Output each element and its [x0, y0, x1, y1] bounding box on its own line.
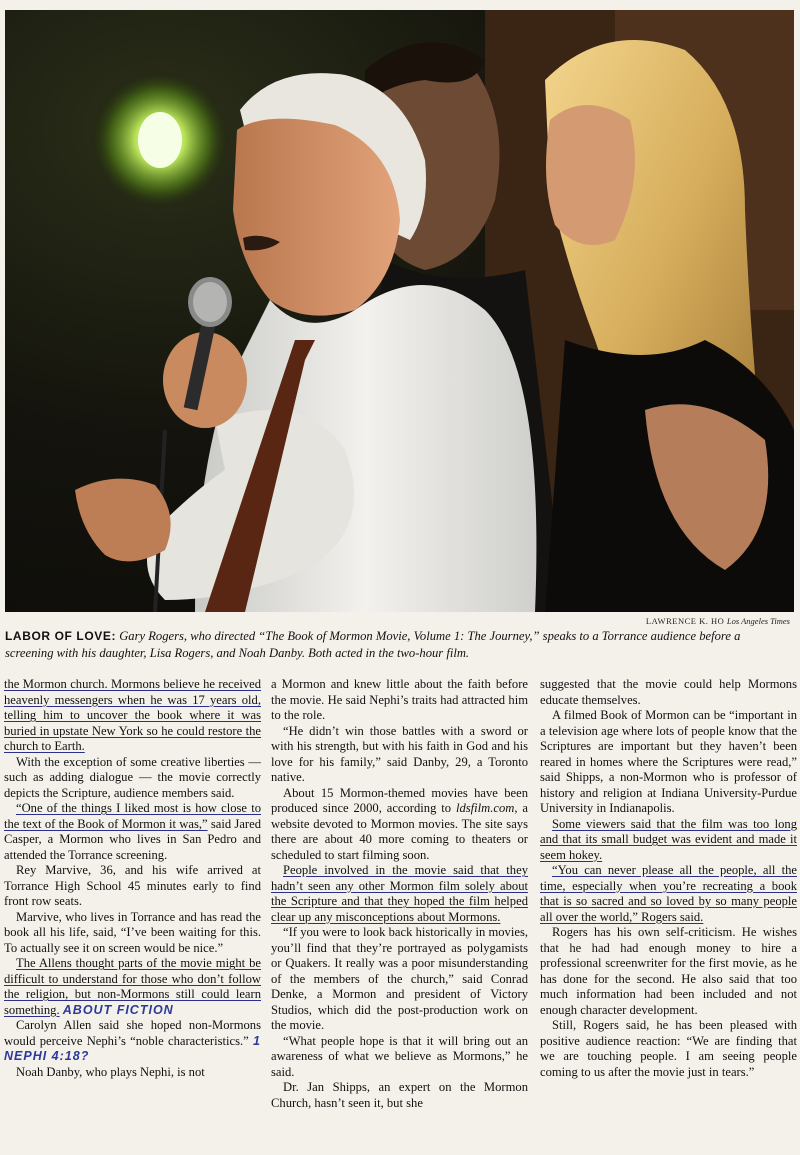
website-link: ldsfilm.com: [455, 801, 515, 815]
photo-agency: Los Angeles Times: [726, 616, 790, 626]
paragraph-text: About 15 Mormon-themed movies have been produced since 2000, according to: [271, 785, 528, 815]
article-column-3: [540, 677, 797, 1080]
paragraph: Dr. Jan Shipps, an expert on the Mormon Church, hasn’t seen it, but she: [271, 1080, 528, 1110]
paragraph: Marvive, who lives in Torrance and has read the book all his life, said, “I’ve been waiting for this. To actually see it on screen would be nice.”: [4, 909, 261, 955]
paragraph: Rogers has his own self-criticism. He wishes that he had had enough money to hire a professional screenwriter for the first movie, as he has done for the second. He also said that too much information had been included and not enough character development.: [540, 925, 797, 1017]
paragraph-text: , a website devoted to Mormon movies. The site says there are about 40 more coming to theaters or scheduled to start filming soon.: [271, 801, 528, 862]
paragraph: suggested that the movie could help Mormons educate themselves.: [540, 677, 797, 707]
underlined-text: “You can never please all the people, all the time, especially when you’re recreating a book that is so sacred and so loved by so many people all over the world,” Rogers said.: [540, 863, 797, 924]
paragraph: [4, 1018, 261, 1065]
underlined-text: The Allens thought parts of the movie might be difficult to understand for those who don’t follow the religion, but non-Mormons still could learn something.: [4, 956, 261, 1017]
paragraph: Noah Danby, who plays Nephi, is not: [16, 1064, 205, 1079]
photo-caption: [5, 628, 790, 662]
news-photo: [5, 10, 794, 612]
paragraph: [271, 863, 528, 925]
paragraph: [540, 863, 797, 925]
paragraph: Still, Rogers said, he has been pleased with positive audience reaction: “We are finding that we are touching people. I am seeing people coming to us after the movie just in tears.”: [540, 1018, 797, 1079]
paragraph: “He didn’t win those battles with a sword or with his strength, but with his faith in God and his love for his family,” said Danby, 29, a Toronto native.: [271, 723, 528, 784]
underlined-text: the Mormon church. Mormons believe he received heavenly messengers when he was 17 years old, telling him to uncover the book where it was buried in upstate New York so he could restore the church to Earth.: [4, 677, 261, 753]
caption-text: Gary Rogers, who directed “The Book of Mormon Movie, Volume 1: The Journey,” speaks to a Torrance audience before a screening with his daughter, Lisa Rogers, and Noah Danby. Both acted in the two-hour film.: [5, 629, 741, 660]
underlined-text: “One of the things I liked most is how close to the text of the Book of Mormon it was,”: [4, 801, 261, 831]
paragraph: “If you were to look back historically in movies, you’ll find that they’re portrayed as polygamists or Quakers. It really was a poor misunderstanding of the members of the church,” said Conrad Denke, a Mormon and president of Victory Studios, which did the post-production work on the movie.: [271, 925, 528, 1032]
underlined-text: People involved in the movie said that they hadn’t seen any other Mormon film solely about the Scripture and that they hoped the film helped clear up any misconceptions about Mormons.: [271, 863, 528, 924]
photo-illustration: [5, 10, 794, 612]
paragraph: Rey Marvive, 36, and his wife arrived at Torrance High School 45 minutes early to find front row seats.: [4, 863, 261, 908]
paragraph: [271, 786, 528, 864]
paragraph: A filmed Book of Mormon can be “important in a television age where lots of people know that the Scriptures are important but they haven’t been reared in homes where the Scriptures were read,” said Shipps, a non-Mormon who is professor of history and religion at Indiana University-Purdue University in Indianapolis.: [540, 708, 797, 815]
paragraph: [4, 956, 261, 1018]
paragraph: a Mormon and knew little about the faith before the movie. He said Nephi’s traits had attracted him to the role.: [271, 677, 528, 722]
paragraph: “What people hope is that it will bring out an awareness of what we believe as Mormons,” he said.: [271, 1033, 528, 1079]
handwritten-note: ABOUT FICTION: [62, 1002, 174, 1017]
article-column-2: [271, 677, 528, 1111]
paragraph: [4, 677, 261, 755]
article-column-1: [4, 677, 261, 1080]
handwritten-note: 1 NEPHI 4:18?: [4, 1033, 261, 1063]
paragraph-text: Carolyn Allen said she hoped non-Mormons would perceive Nephi’s “noble characteristics.”: [4, 1018, 261, 1048]
paragraph: [540, 817, 797, 864]
photo-credit: [646, 616, 790, 626]
paragraph-rest: said Jared Casper, a Mormon who lives in San Pedro and attended the Torrance screening.: [4, 816, 261, 862]
paragraph: [4, 801, 261, 863]
caption-kicker: LABOR OF LOVE:: [5, 629, 117, 643]
underlined-text: Some viewers said that the film was too long and that its small budget was evident and made it seem hokey.: [540, 816, 797, 862]
photographer-name: LAWRENCE K. HO: [645, 616, 725, 626]
paragraph: With the exception of some creative liberties — such as adding dialogue — the movie correctly depicts the Scripture, audience members said.: [4, 754, 261, 800]
